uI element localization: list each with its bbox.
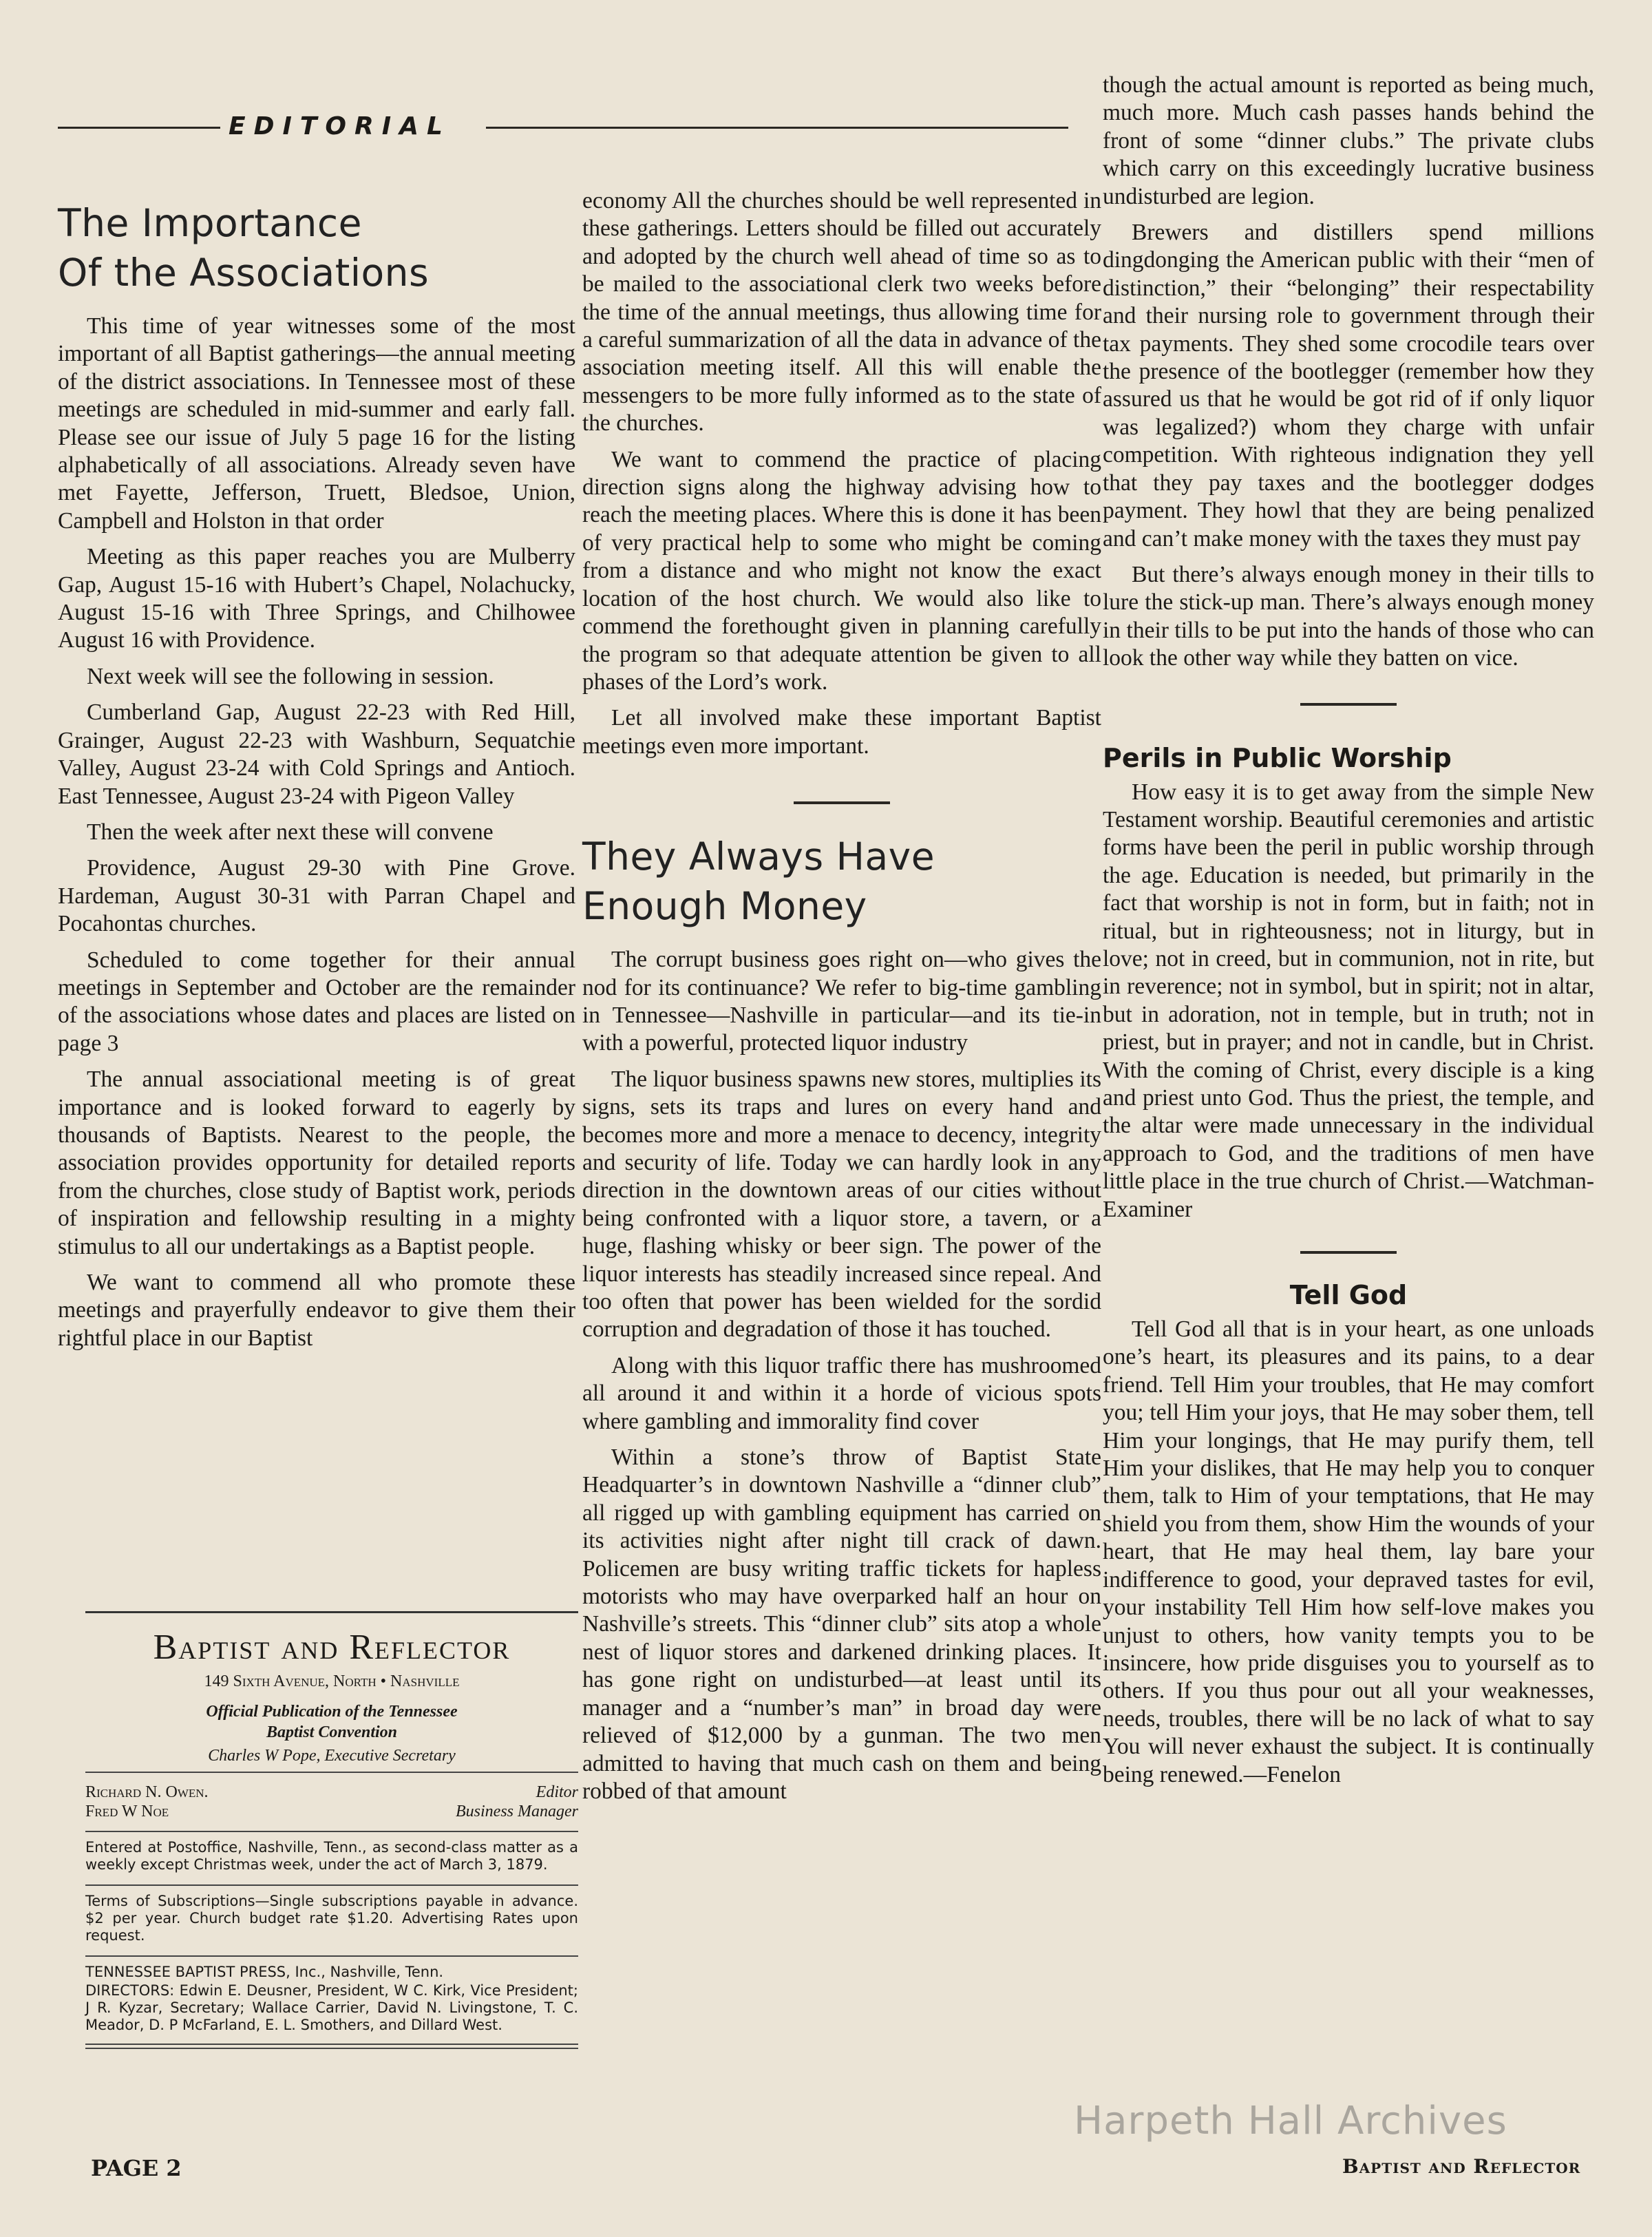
article2-title xyxy=(582,832,1101,931)
masthead-rule xyxy=(85,1772,578,1773)
article2-paragraph: The liquor business spawns new stores, multiplies its signs, sets its traps and lures on every hand and becomes more and more a menace to decency, integrity and security of life. Today we can hardly look in any direction in the downtown areas of our cities without being confronted with a liquor store, a tavern, or a huge, flashing whisky or beer sign. The power of the liquor interests has steadily increased since repeal. And too often that power has been wielded for the sordid corruption and degradation of those it has touched. xyxy=(582,1066,1101,1343)
article1-paragraph: Providence, August 29-30 with Pine Grove. Hardeman, August 30-31 with Parran Chapel and Pocahontas churches. xyxy=(58,855,575,937)
masthead-top-rule xyxy=(85,1611,578,1613)
banner-word: EDITORIAL xyxy=(229,112,451,140)
article1-paragraph: Let all involved make these important Baptist meetings even more important. xyxy=(582,705,1101,759)
masthead-editor-row xyxy=(85,1783,578,1802)
archive-watermark: Harpeth Hall Archives xyxy=(1074,2099,1507,2143)
article1-paragraph: The annual associational meeting is of great importance and is looked forward to eagerly by thousands of Baptists. Nearest to the people, the association provides opportunity for detailed reports from the churches, close study of Baptist work, periods of inspiration and fellowship resulting in a mighty stimulus to all our undertakings as a Baptist people. xyxy=(58,1067,575,1259)
masthead-directors: DIRECTORS: Edwin E. Deusner, President, W C. Kirk, Vice President; J R. Kyzar, Secretary; Wallace Carrier, David N. Livingstone, T. C. Meador, D. P McFarland, E. L. Smothers, and Dillard West. xyxy=(85,1982,578,2033)
article4-title: Tell God xyxy=(1289,1280,1408,1311)
column-3 xyxy=(1103,72,1594,1789)
article2-paragraph: Brewers and distillers spend millions dingdonging the American public with their “men of distinction,” their “belonging” their respectability and their nursing role to government through their tax payments. They shed some crocodile tears over the presence of the bootlegger (remember how they assured us that he would be got rid of if only liquor was legalized?) whom they charge with unfair competition. With righteous indignation they yell that they pay taxes and the bootlegger dodges payment. They howl that they are being penalized and can’t make money with the taxes they must pay xyxy=(1103,220,1594,552)
masthead-title: Baptist and Reflector xyxy=(153,1628,511,1667)
masthead-rule xyxy=(85,1831,578,1832)
masthead-manager-row xyxy=(85,1802,578,1821)
column-1 xyxy=(58,96,575,1352)
masthead-address: 149 Sixth Avenue, North • Nashville xyxy=(204,1672,460,1690)
article2-title-line2: Enough Money xyxy=(582,884,867,929)
article1-paragraph: Then the week after next these will convene xyxy=(87,819,494,845)
masthead-entered: Entered at Postoffice, Nashville, Tenn., as second-class matter as a weekly except Christmas week, under the act of March 3, 1879. xyxy=(85,1839,578,1873)
masthead-official-line2: Baptist Convention xyxy=(266,1723,398,1741)
article1-paragraph: Cumberland Gap, August 22-23 with Red Hill, Grainger, August 22-23 with Washburn, Sequatchie Valley, August 23-24 with Cold Springs and Antioch. East Tennessee, August 23-24 with Pigeon Valley xyxy=(58,700,575,809)
page-number: PAGE 2 xyxy=(91,2155,182,2181)
masthead-bottom-rule xyxy=(85,2048,578,2049)
article4-paragraph: Tell God all that is in your heart, as one unloads one’s heart, its pleasures and its pains, to a dear friend. Tell Him your troubles, that He may comfort you; tell Him your joys, that He may sober them, tell Him your longings, that He may purify them, tell Him your dislikes, that He may help you to conquer them, talk to Him of your temptations, that He may shield you from them, show Him the wounds of your heart, that He may heal them, lay bare your indifference to good, your depraved tastes for evil, your instability Tell Him how self-love makes you unjust to others, how vanity tempts you to be insincere, how pride disguises you to yourself as to others. If you thus pour out all your weaknesses, needs, troubles, there will be no lack of what to say You will never exhaust the subject. It is continually being renewed.—Fenelon xyxy=(1103,1316,1594,1787)
article1-paragraph: We want to commend the practice of placing direction signs along the highway advising how to reach the meeting places. Where this is done it has been of very practical help to some who might be coming from a distance and who might not know the exact location of the host church. We would also like to commend the forethought given in planning carefully the program so that adequate attention be given to all phases of the Lord’s work. xyxy=(582,446,1101,695)
article1-title xyxy=(58,198,575,297)
article1-paragraph: Scheduled to come together for their annual meetings in September and October are the remainder of the associations whose dates and places are listed on page 3 xyxy=(58,947,575,1056)
article1-paragraph: We want to commend all who promote these meetings and prayerfully endeavor to give them their rightful place in our Baptist xyxy=(58,1270,575,1351)
masthead xyxy=(85,1611,578,2049)
article3-title: Perils in Public Worship xyxy=(1103,742,1452,773)
article2-paragraph: But there’s always enough money in their tills to lure the stick-up man. There’s always enough money in their tills to be put into the hands of those who can look the other way while they batten on vice. xyxy=(1103,561,1594,671)
masthead-rule xyxy=(85,1884,578,1886)
article1-paragraph: economy All the churches should be well represented in these gatherings. Letters should be filled out accurately and adopted by the church well ahead of time so as to be mailed to the associational clerk two weeks before the time of the annual meetings, thus allowing time for a careful summarization of all the data in advance of the association meeting itself. All this will enable the messengers to be more fully informed as to the state of the churches. xyxy=(582,188,1101,437)
masthead-official-line1: Official Publication of the Tennessee xyxy=(206,1703,458,1721)
column-2 xyxy=(582,187,1101,1805)
article1-paragraph: This time of year witnesses some of the most important of all Baptist gatherings—the annual meeting of the district associations. In Tennessee most of these meetings are scheduled in mid-summer and early fall. Please see our issue of July 5 page 16 for the listing alphabetically of all associations. Already seven have met Fayette, Jefferson, Truett, Bledsoe, Union, Campbell and Holston in that order xyxy=(58,313,575,534)
article1-title-line1: The Importance xyxy=(58,201,362,245)
manager-name: Fred W Noe xyxy=(85,1803,169,1820)
article1-paragraph: Meeting as this paper reaches you are Mulberry Gap, August 15-16 with Hubert’s Chapel, Nolachucky, August 15-16 with Three Springs, and Chilhowee August 16 with Providence. xyxy=(58,544,575,653)
masthead-terms: Terms of Subscriptions—Single subscriptions payable in advance. $2 per year. Church budget rate $1.20. Advertising Rates upon request. xyxy=(85,1893,578,1944)
masthead-bottom-rule xyxy=(85,2044,578,2045)
article2-paragraph: though the actual amount is reported as being much, much more. Much cash passes hands behind the front of some “dinner clubs.” The private clubs which carry on this exceedingly lucrative business undisturbed are legion. xyxy=(1103,72,1594,209)
article1-title-line2: Of the Associations xyxy=(58,251,430,295)
masthead-exec: Charles W Pope, Executive Secretary xyxy=(208,1747,456,1765)
footer-publication: Baptist and Reflector xyxy=(1342,2155,1581,2178)
article2-paragraph: The corrupt business goes right on—who gives the nod for its continuance? We refer to big-time gambling in Tennessee—Nashville in particular—and its tie-in with a powerful, protected liquor industry xyxy=(582,947,1101,1056)
article3-paragraph: How easy it is to get away from the simple New Testament worship. Beautiful ceremonies and artistic forms have been the peril in public worship through the age. Education is needed, but primarily in the fact that worship is not in form, but in faith; not in ritual, but in righteousness; not in liturgy, but in love; not in creed, but in communion, not in rite, but in reverence; not in symbol, but in spirit; not in altar, but in adoration, not in temple, but in truth; not in priest, but in prayer; and not in candle, but in Christ. With the coming of Christ, every disciple is a king and priest unto God. Thus the priest, the temple, and the altar were made unnecessary in the individual approach to God, and the traditions of men have little place in the true church of Christ.—Watchman-Examiner xyxy=(1103,779,1594,1222)
article2-paragraph: Along with this liquor traffic there has mushroomed all around it and within it a horde of vicious spots where gambling and immorality find cover xyxy=(582,1352,1101,1434)
article2-paragraph: Within a stone’s throw of Baptist State Headquarter’s in downtown Nashville a “dinner club” all rigged up with gambling equipment has carried on its activities night after night till crack of dawn. Policemen are busy writing traffic tickets for hapless motorists who may have overparked half an hour on Nashville’s streets. This “dinner club” sits atop a whole nest of liquor stores and darkened drinking places. It has gone right on undisturbed—at least until its manager and a “number’s man” in broad day were relieved of $12,000 by a gunman. The two men admitted to having that much cash on them and being robbed of that amount xyxy=(582,1445,1101,1804)
article2-title-line1: They Always Have xyxy=(582,834,935,879)
article1-paragraph: Next week will see the following in session. xyxy=(87,663,494,689)
masthead-press: TENNESSEE BAPTIST PRESS, Inc., Nashville, Tenn. xyxy=(85,1964,444,1980)
masthead-rule xyxy=(85,1955,578,1957)
manager-role: Business Manager xyxy=(456,1803,578,1820)
editor-role: Editor xyxy=(536,1783,578,1801)
editor-name: Richard N. Owen. xyxy=(85,1783,209,1801)
